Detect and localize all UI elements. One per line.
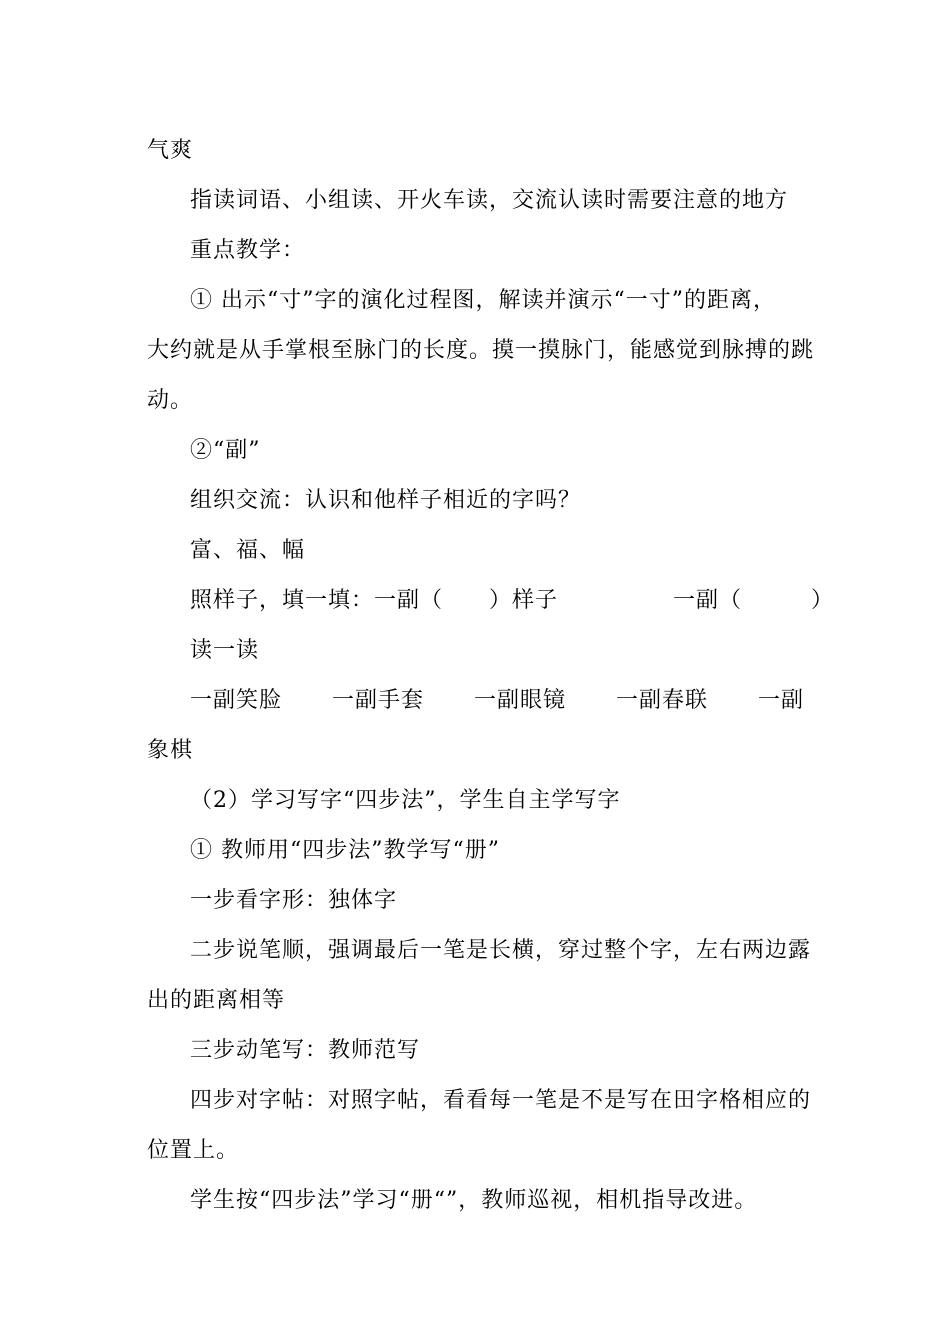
text-line: 四步对字帖：对照字帖，看看每一笔是不是写在田字格相应的 — [190, 1088, 812, 1113]
text-line: 出的距离相等 — [147, 988, 286, 1013]
text-line: 象棋 — [147, 738, 194, 763]
text-line: 三步动笔写：教师范写 — [190, 1038, 421, 1063]
text-line: 组织交流：认识和他样子相近的字吗？ — [190, 488, 582, 513]
text-line: 二步说笔顺，强调最后一笔是长横，穿过整个字，左右两边露 — [190, 938, 812, 963]
phrase: 一副春联 — [615, 688, 708, 713]
text-line: ① 出示“寸”字的演化过程图，解读并演示“一寸”的距离， — [190, 288, 776, 313]
text-line: 大约就是从手掌根至脉门的长度。摸一摸脉门，能感觉到脉搏的跳 — [147, 338, 815, 363]
text-line: 指读词语、小组读、开火车读，交流认读时需要注意的地方 — [190, 188, 789, 213]
text-line: 重点教学： — [190, 238, 306, 263]
text-line: 富、福、幅 — [190, 538, 306, 563]
text-line: 照样子，填一填：一副（ ）样子 一副（ ） — [190, 588, 835, 613]
text-line: 读一读 — [190, 638, 260, 663]
text-line: 一步看字形：独体字 — [190, 888, 398, 913]
text-line: ① 教师用“四步法”教学写“册” — [190, 838, 500, 863]
text-line: 动。 — [147, 388, 194, 413]
phrase: 一副 — [757, 688, 804, 713]
phrase: 一副笑脸 — [190, 688, 283, 713]
text-line: （2）学习写字“四步法”，学生自主学写字 — [190, 788, 621, 813]
text-line: 气爽 — [147, 138, 194, 163]
text-line: 学生按“四步法”学习“册“”，教师巡视，相机指导改进。 — [190, 1188, 758, 1213]
phrase: 一副手套 — [331, 688, 424, 713]
text-line: ②“副” — [190, 438, 261, 463]
phrase: 一副眼镜 — [473, 688, 566, 713]
text-line: 位置上。 — [147, 1138, 240, 1163]
phrase-row — [190, 686, 804, 716]
